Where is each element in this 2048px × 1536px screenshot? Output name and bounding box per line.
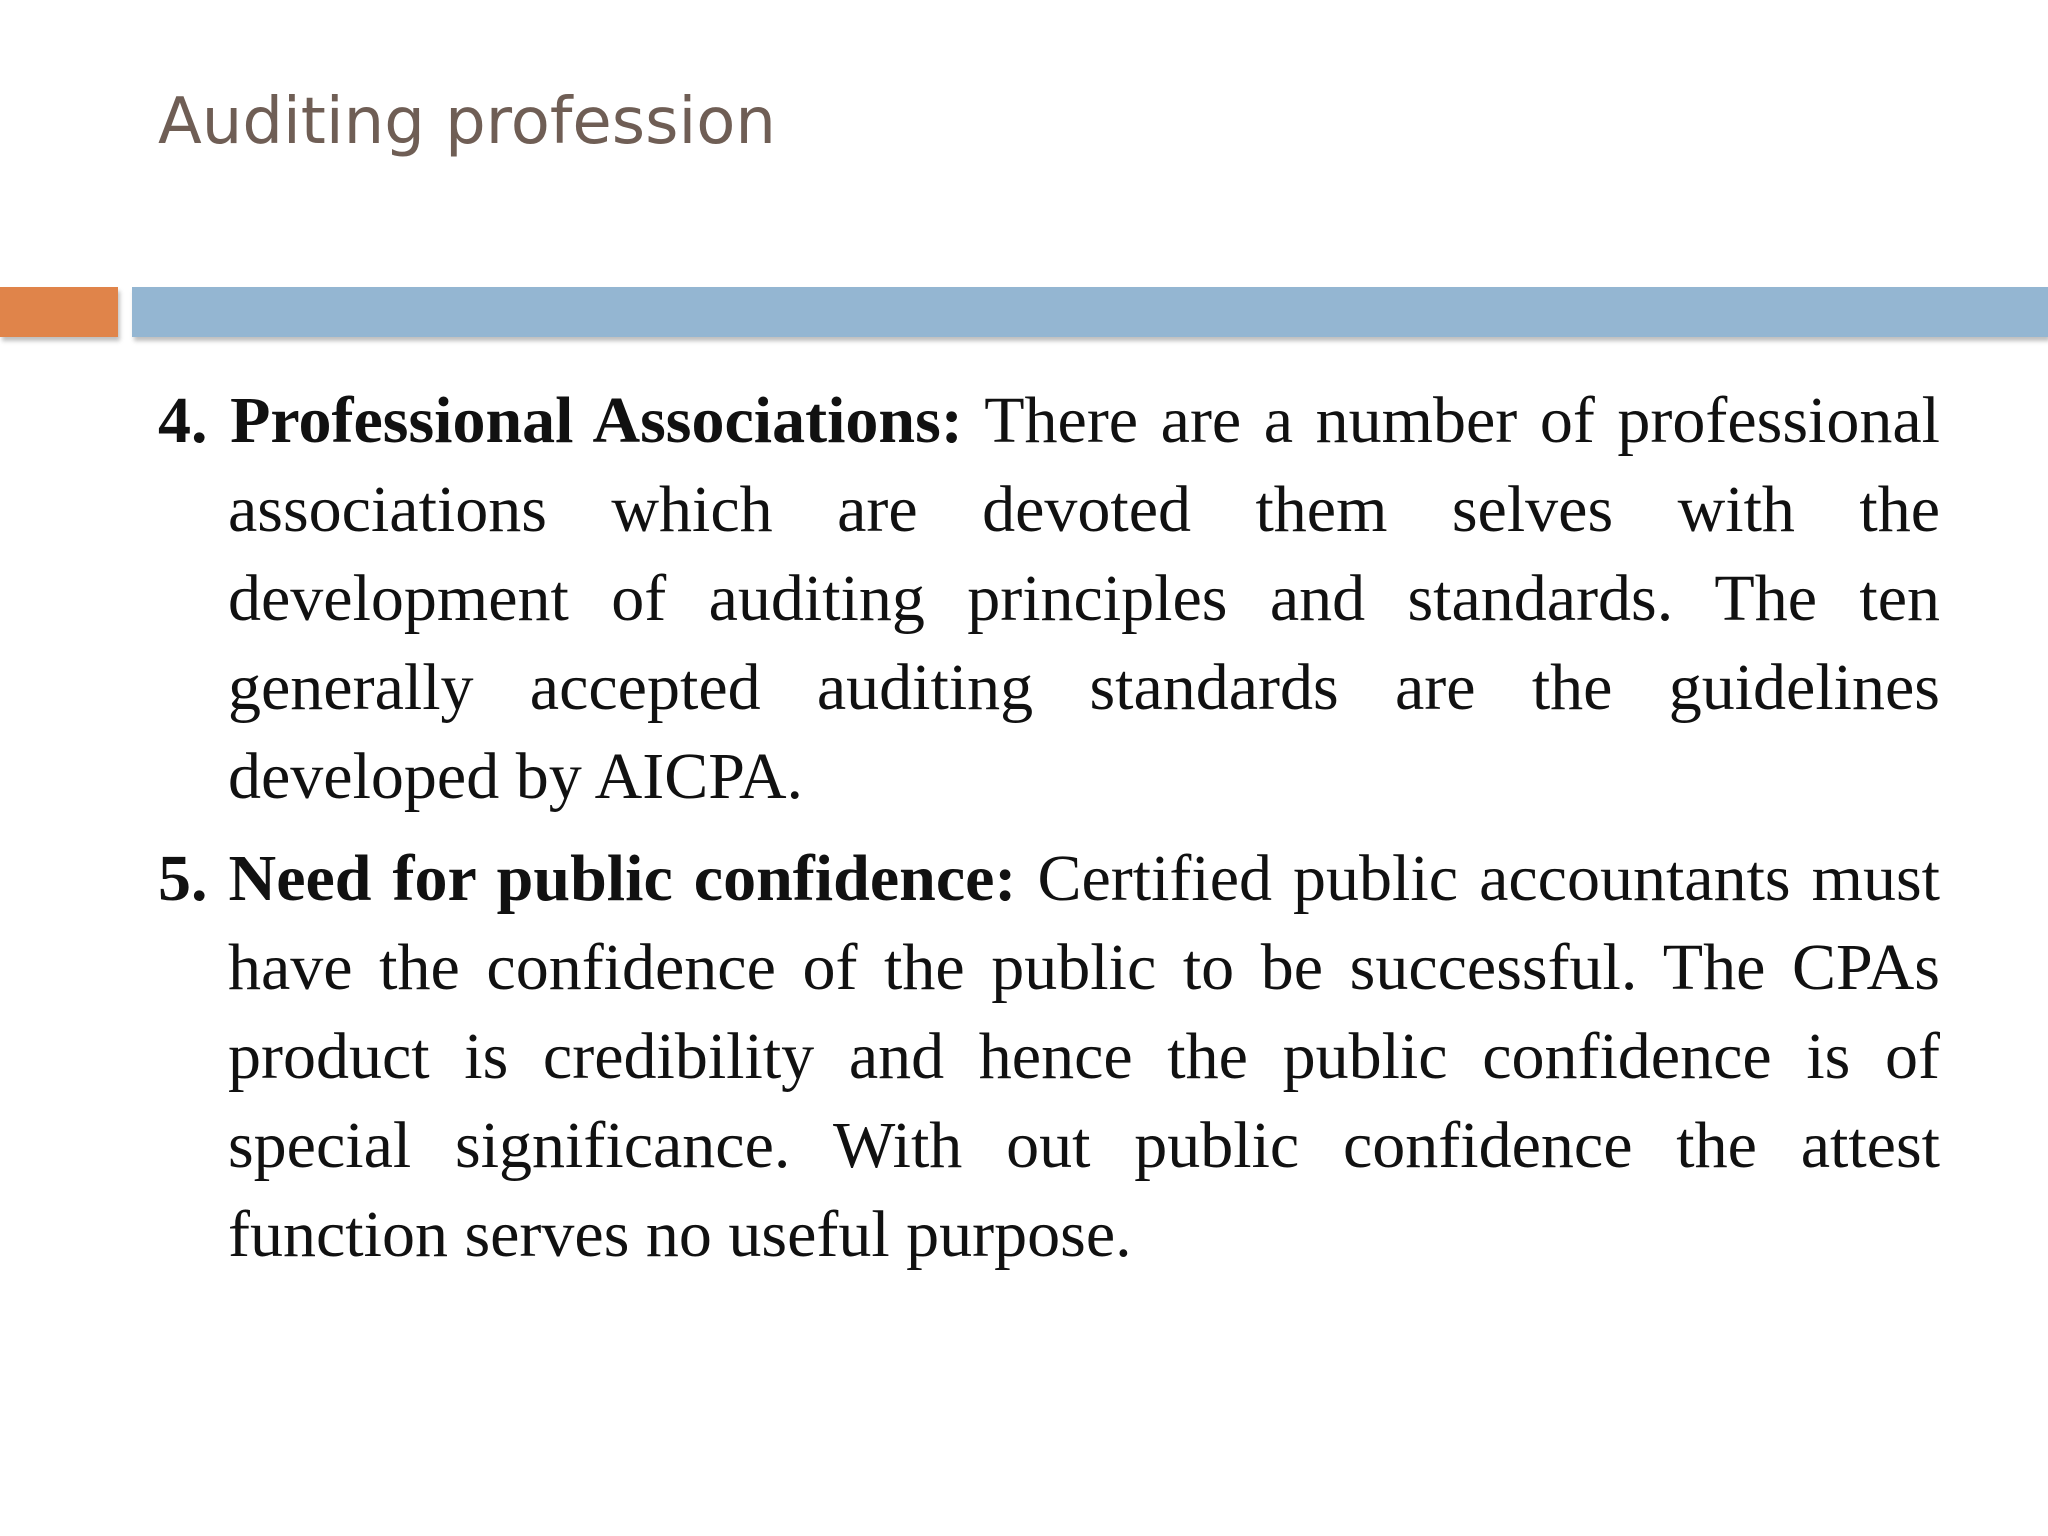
content-body <box>158 376 1940 1292</box>
accent-bar-blue <box>132 287 2048 337</box>
point-public-confidence <box>158 834 1940 1279</box>
point-heading: Professional Associations: <box>230 384 963 457</box>
point-text: There are a number of professional associations which are devoted them selves with the development of auditing principles and standards. The ten generally accepted auditing standards are the guidelines developed by AICPA. <box>228 384 1941 813</box>
point-number: 4. <box>158 384 208 457</box>
accent-bar-orange <box>0 287 118 337</box>
point-text: Certified public accountants must have the confidence of the public to be successful. The CPAs product is credibility and hence the public confidence is of special significance. With out public confidence the attest function serves no useful purpose. <box>228 842 1941 1271</box>
point-number: 5. <box>158 842 208 915</box>
slide-title: Auditing profession <box>158 85 776 159</box>
point-heading: Need for public confidence: <box>228 842 1017 915</box>
point-professional-associations <box>158 376 1940 821</box>
